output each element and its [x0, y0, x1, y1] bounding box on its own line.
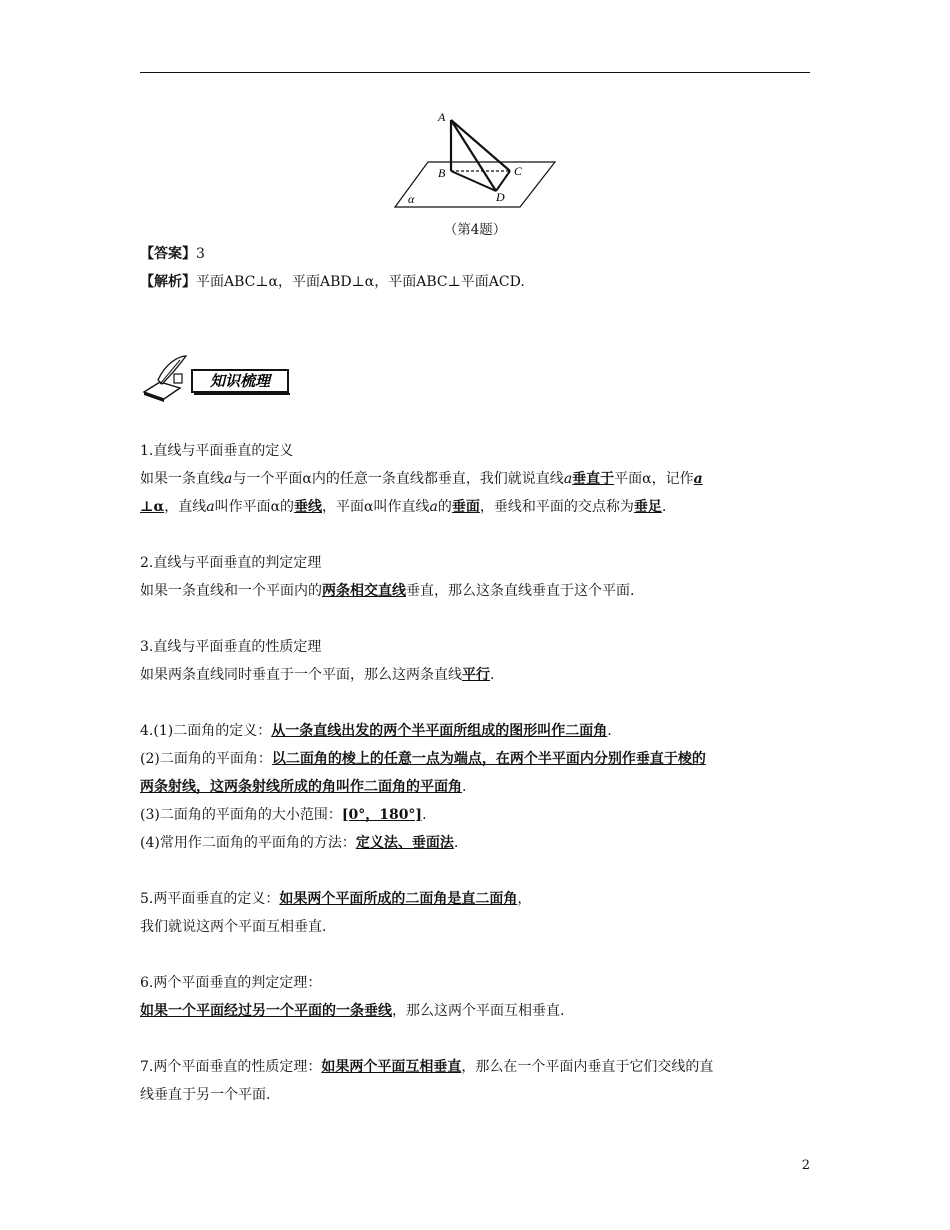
item-7-line-2: 线垂直于另一个平面. — [140, 1087, 271, 1103]
item-4-part-4: (4)常用作二面角的平面角的方法：定义法、垂面法. — [140, 835, 459, 851]
geometry-figure — [390, 105, 560, 215]
item-3-body: 如果两条直线同时垂直于一个平面，那么这两条直线平行. — [140, 667, 495, 683]
item-7-line-1: 7.两个平面垂直的性质定理：如果两个平面互相垂直，那么在一个平面内垂直于它们交线的直 — [140, 1059, 714, 1075]
item-3-title: 3.直线与平面垂直的性质定理 — [140, 639, 322, 655]
answer-value: 3 — [196, 246, 205, 262]
item-6-title: 6.两个平面垂直的判定定理： — [140, 975, 322, 991]
edge-CD — [496, 171, 510, 191]
label-C: C — [514, 164, 523, 178]
label-A: A — [438, 110, 446, 124]
item-4-part-2: (2)二面角的平面角：以二面角的棱上的任意一点为端点，在两个半平面内分别作垂直于棱的 — [140, 751, 706, 767]
edge-AC — [451, 120, 510, 171]
analysis-text: 平面ABC⊥α，平面ABD⊥α，平面ABC⊥平面ACD. — [196, 274, 525, 290]
answer-line — [140, 244, 205, 264]
figure-caption: （第4题） — [443, 222, 507, 238]
item-1-line-1: 如果一条直线a与一个平面α内的任意一条直线都垂直，我们就说直线a垂直于平面α，记作a — [140, 471, 703, 487]
item-5-line-2: 我们就说这两个平面互相垂直. — [140, 919, 327, 935]
item-1-line-2: ⊥α，直线a叫作平面α的垂线，平面α叫作直线a的垂面，垂线和平面的交点称为垂足. — [140, 499, 667, 515]
item-5-line-1: 5.两平面垂直的定义：如果两个平面所成的二面角是直二面角， — [140, 891, 532, 907]
item-4-part-1: 4.(1)二面角的定义：从一条直线出发的两个半平面所组成的图形叫作二面角. — [140, 723, 612, 739]
item-2-body: 如果一条直线和一个平面内的两条相交直线垂直，那么这条直线垂直于这个平面. — [140, 583, 635, 599]
analysis-line — [140, 272, 525, 292]
plane-alpha — [395, 162, 555, 207]
section-badge — [140, 352, 292, 404]
item-4-part-3: (3)二面角的平面角的大小范围：[0°，180°]. — [140, 807, 427, 823]
item-1-title: 1.直线与平面垂直的定义 — [140, 443, 294, 459]
book-quill-icon — [144, 356, 186, 402]
label-alpha: α — [408, 192, 415, 206]
badge-text: 知识梳理 — [209, 372, 271, 390]
label-D: D — [496, 190, 505, 204]
label-B: B — [438, 166, 446, 180]
item-2-title: 2.直线与平面垂直的判定定理 — [140, 555, 322, 571]
item-4-part-2-cont: 两条射线，这两条射线所成的角叫作二面角的平面角. — [140, 779, 467, 795]
answer-tag: 【答案】 — [140, 246, 196, 262]
page-number: 2 — [801, 1158, 810, 1173]
analysis-tag: 【解析】 — [140, 274, 196, 290]
item-6-body: 如果一个平面经过另一个平面的一条垂线，那么这两个平面互相垂直. — [140, 1003, 565, 1019]
header-rule — [140, 72, 810, 73]
